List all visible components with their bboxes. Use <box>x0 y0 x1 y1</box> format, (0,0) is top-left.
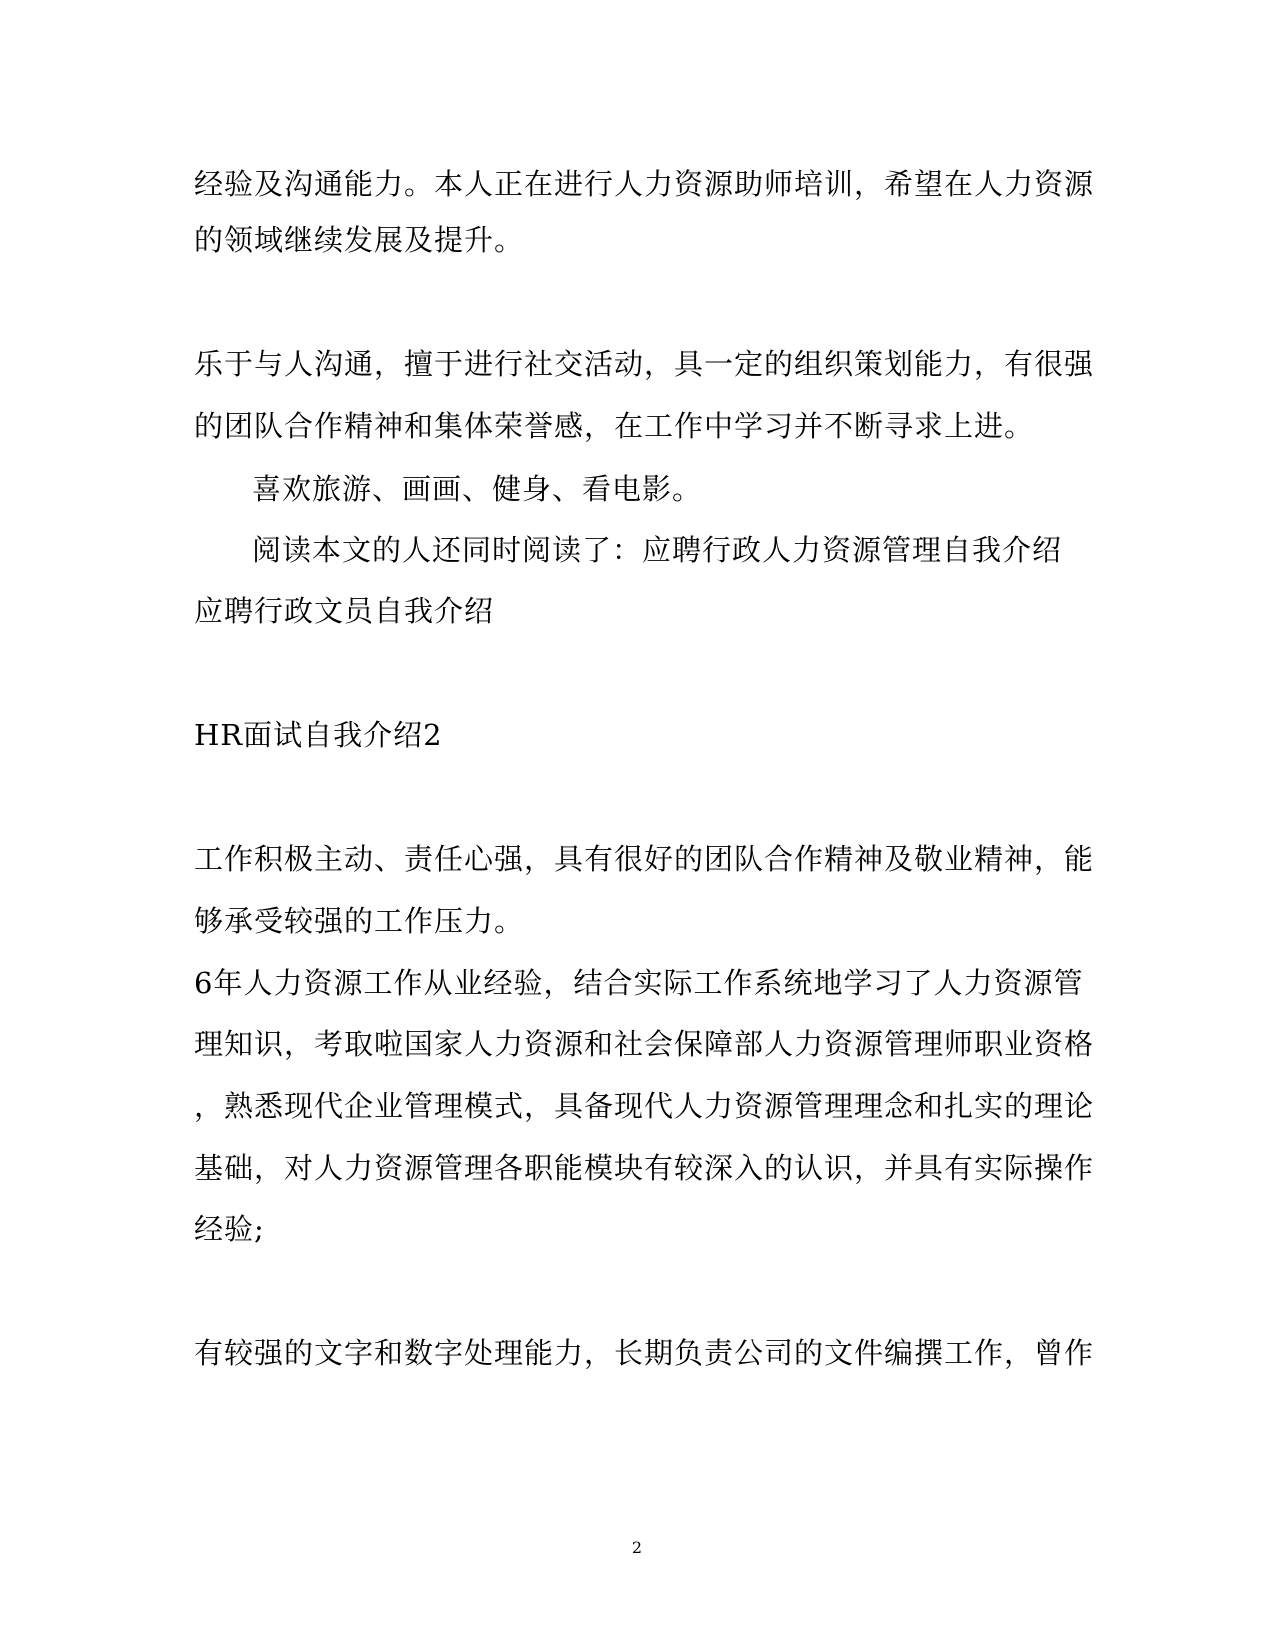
body-text-line: 有较强的文字和数字处理能力，长期负责公司的文件编撰工作，曾作 <box>194 1336 1095 1370</box>
section-heading: HR面试自我介绍2 <box>194 718 443 752</box>
body-text-line: 6年人力资源工作从业经验，结合实际工作系统地学习了人力资源管 <box>194 966 1084 1000</box>
body-text-line: 经验及沟通能力。本人正在进行人力资源助师培训，希望在人力资源 <box>194 167 1095 201</box>
body-text-line: 的领域继续发展及提升。 <box>194 223 525 257</box>
body-text-line: 够承受较强的工作压力。 <box>194 904 525 938</box>
body-text-line: 阅读本文的人还同时阅读了：应聘行政人力资源管理自我介绍 <box>252 533 1063 567</box>
body-text-line: ，熟悉现代企业管理模式，具备现代人力资源管理理念和扎实的理论 <box>194 1089 1095 1123</box>
body-text-line: 乐于与人沟通，擅于进行社交活动，具一定的组织策划能力，有很强 <box>194 347 1095 381</box>
body-text-line: 工作积极主动、责任心强，具有很好的团队合作精神及敬业精神，能 <box>194 842 1095 876</box>
body-text-line: 应聘行政文员自我介绍 <box>194 594 495 628</box>
body-text-line: 喜欢旅游、画画、健身、看电影。 <box>252 472 703 506</box>
page-number: 2 <box>631 1538 643 1557</box>
body-text-line: 经验; <box>194 1212 265 1246</box>
body-text-line: 理知识，考取啦国家人力资源和社会保障部人力资源管理师职业资格 <box>194 1027 1095 1061</box>
body-text-line: 的团队合作精神和集体荣誉感，在工作中学习并不断寻求上进。 <box>194 409 1035 443</box>
body-text-line: 基础，对人力资源管理各职能模块有较深入的认识，并具有实际操作 <box>194 1151 1095 1185</box>
